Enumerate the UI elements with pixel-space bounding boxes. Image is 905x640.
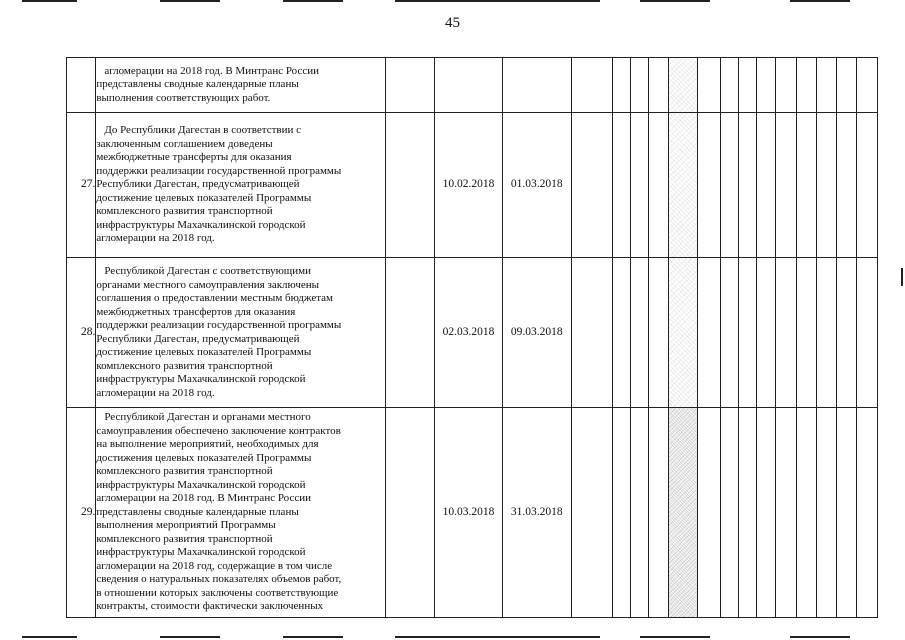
empty-cell xyxy=(385,58,435,113)
empty-cell xyxy=(613,58,631,113)
empty-cell xyxy=(856,408,877,618)
description-line: инфраструктуры Махачкалинской городской xyxy=(96,373,306,385)
empty-cell xyxy=(817,58,837,113)
start-date: 10.02.2018 xyxy=(435,113,503,258)
empty-cell xyxy=(796,113,816,258)
empty-cell xyxy=(571,258,612,408)
description-line: комплексного развития транспортной xyxy=(96,465,273,478)
description-line: органами местного самоуправления заключены xyxy=(96,278,320,291)
empty-cell xyxy=(613,258,631,408)
description-line: Республикой Дагестан с соответствующими xyxy=(104,265,311,277)
description-line: выполнения соответствующих работ. xyxy=(96,91,271,104)
empty-cell xyxy=(837,58,856,113)
description-line: соглашения о предоставлении местным бюджетам xyxy=(96,292,334,304)
description-line: самоуправления обеспечено заключение контрактов xyxy=(96,424,341,437)
description-line: агломерации на 2018 год. В Минтранс России xyxy=(104,64,319,77)
empty-cell xyxy=(697,113,720,258)
row-number: 29. xyxy=(67,408,96,618)
description-line: межбюджетные трансферты для оказания xyxy=(96,151,292,164)
empty-cell xyxy=(631,258,649,408)
empty-cell xyxy=(697,258,720,408)
empty-cell xyxy=(775,113,796,258)
activity-description xyxy=(96,113,385,258)
empty-cell xyxy=(739,58,756,113)
empty-cell xyxy=(631,408,649,618)
empty-cell xyxy=(613,113,631,258)
empty-cell xyxy=(697,58,720,113)
empty-cell xyxy=(721,58,739,113)
description-line: агломерации на 2018 год. xyxy=(96,386,215,399)
description-line: достижения целевых показателей Программы xyxy=(96,451,312,464)
description-line: комплексного развития транспортной xyxy=(96,532,273,545)
description-line: сведения о натуральных показателях объемов работ, xyxy=(96,573,342,586)
activity-description xyxy=(96,258,385,408)
empty-cell xyxy=(796,408,816,618)
end-date: 09.03.2018 xyxy=(502,258,571,408)
empty-cell xyxy=(856,113,877,258)
empty-cell xyxy=(775,258,796,408)
empty-cell xyxy=(739,258,756,408)
end-date: 01.03.2018 xyxy=(502,113,571,258)
empty-cell xyxy=(697,408,720,618)
description-line: представлены сводные календарные планы xyxy=(96,505,299,518)
description-line: достижение целевых показателей Программы xyxy=(96,191,312,204)
end-date: 31.03.2018 xyxy=(502,408,571,618)
empty-cell xyxy=(613,408,631,618)
empty-cell xyxy=(649,408,668,618)
empty-cell xyxy=(796,258,816,408)
empty-cell xyxy=(721,408,739,618)
description-line: контракты, стоимости фактически заключенных xyxy=(96,600,324,613)
empty-cell xyxy=(856,258,877,408)
row-number xyxy=(67,58,96,113)
end-date xyxy=(502,58,571,113)
description-line: агломерации на 2018 год, содержащие в том числе xyxy=(96,559,333,572)
row-number: 28. xyxy=(67,258,96,408)
empty-cell xyxy=(739,113,756,258)
description-line: поддержки реализации государственной программы xyxy=(96,319,342,331)
empty-cell xyxy=(739,408,756,618)
empty-cell xyxy=(571,58,612,113)
description-line: инфраструктуры Махачкалинской городской xyxy=(96,546,306,559)
empty-cell xyxy=(856,58,877,113)
description-line: поддержки реализации государственной программы xyxy=(96,164,342,177)
empty-cell xyxy=(649,58,668,113)
empty-cell xyxy=(817,408,837,618)
row-number: 27. xyxy=(67,113,96,258)
description-line: выполнения мероприятий Программы xyxy=(96,519,276,532)
schedule-table xyxy=(66,57,878,618)
description-line: заключенным соглашением доведены xyxy=(96,137,273,150)
description-line: Республики Дагестан, предусматривающей xyxy=(96,178,300,191)
empty-cell xyxy=(385,113,435,258)
description-line: инфраструктуры Махачкалинской городской xyxy=(96,478,306,491)
empty-cell xyxy=(817,113,837,258)
scan-noise-cell xyxy=(668,408,697,618)
empty-cell xyxy=(756,408,775,618)
empty-cell xyxy=(631,58,649,113)
empty-cell xyxy=(385,408,435,618)
start-date xyxy=(435,58,503,113)
table-row xyxy=(67,258,878,408)
description-line: агломерации на 2018 год. В Минтранс России xyxy=(96,492,311,505)
empty-cell xyxy=(649,258,668,408)
scan-noise-cell xyxy=(668,258,697,408)
description-line: комплексного развития транспортной xyxy=(96,205,273,218)
description-line: в отношении которых заключены соответствующие xyxy=(96,586,339,599)
empty-cell xyxy=(756,58,775,113)
empty-cell xyxy=(796,58,816,113)
table-row xyxy=(67,408,878,618)
bottom-border-fragments xyxy=(0,636,905,638)
empty-cell xyxy=(649,113,668,258)
scan-noise-cell xyxy=(668,58,697,113)
start-date: 10.03.2018 xyxy=(435,408,503,618)
table-row xyxy=(67,113,878,258)
activity-description xyxy=(96,58,385,113)
top-border-fragments xyxy=(0,0,905,3)
description-line: на выполнение мероприятий, необходимых для xyxy=(96,438,319,451)
empty-cell xyxy=(837,113,856,258)
activity-description xyxy=(96,408,385,618)
description-line: инфраструктуры Махачкалинской городской xyxy=(96,218,306,231)
start-date: 02.03.2018 xyxy=(435,258,503,408)
margin-mark xyxy=(901,268,903,286)
empty-cell xyxy=(756,258,775,408)
empty-cell xyxy=(775,408,796,618)
page-number: 45 xyxy=(445,15,460,31)
empty-cell xyxy=(775,58,796,113)
empty-cell xyxy=(631,113,649,258)
description-line: Республикой Дагестан и органами местного xyxy=(104,411,311,424)
empty-cell xyxy=(571,408,612,618)
description-line: До Республики Дагестан в соответствии с xyxy=(104,124,301,137)
description-line: Республики Дагестан, предусматривающей xyxy=(96,332,300,345)
empty-cell xyxy=(756,113,775,258)
empty-cell xyxy=(721,258,739,408)
empty-cell xyxy=(837,408,856,618)
empty-cell xyxy=(571,113,612,258)
empty-cell xyxy=(817,258,837,408)
description-line: агломерации на 2018 год. xyxy=(96,232,215,245)
empty-cell xyxy=(721,113,739,258)
description-line: межбюджетных трансфертов для оказания xyxy=(96,305,296,318)
empty-cell xyxy=(385,258,435,408)
scan-noise-cell xyxy=(668,113,697,258)
description-line: комплексного развития транспортной xyxy=(96,359,273,372)
table-row xyxy=(67,58,878,113)
empty-cell xyxy=(837,258,856,408)
description-line: представлены сводные календарные планы xyxy=(96,78,299,91)
description-line: достижение целевых показателей Программы xyxy=(96,346,312,358)
